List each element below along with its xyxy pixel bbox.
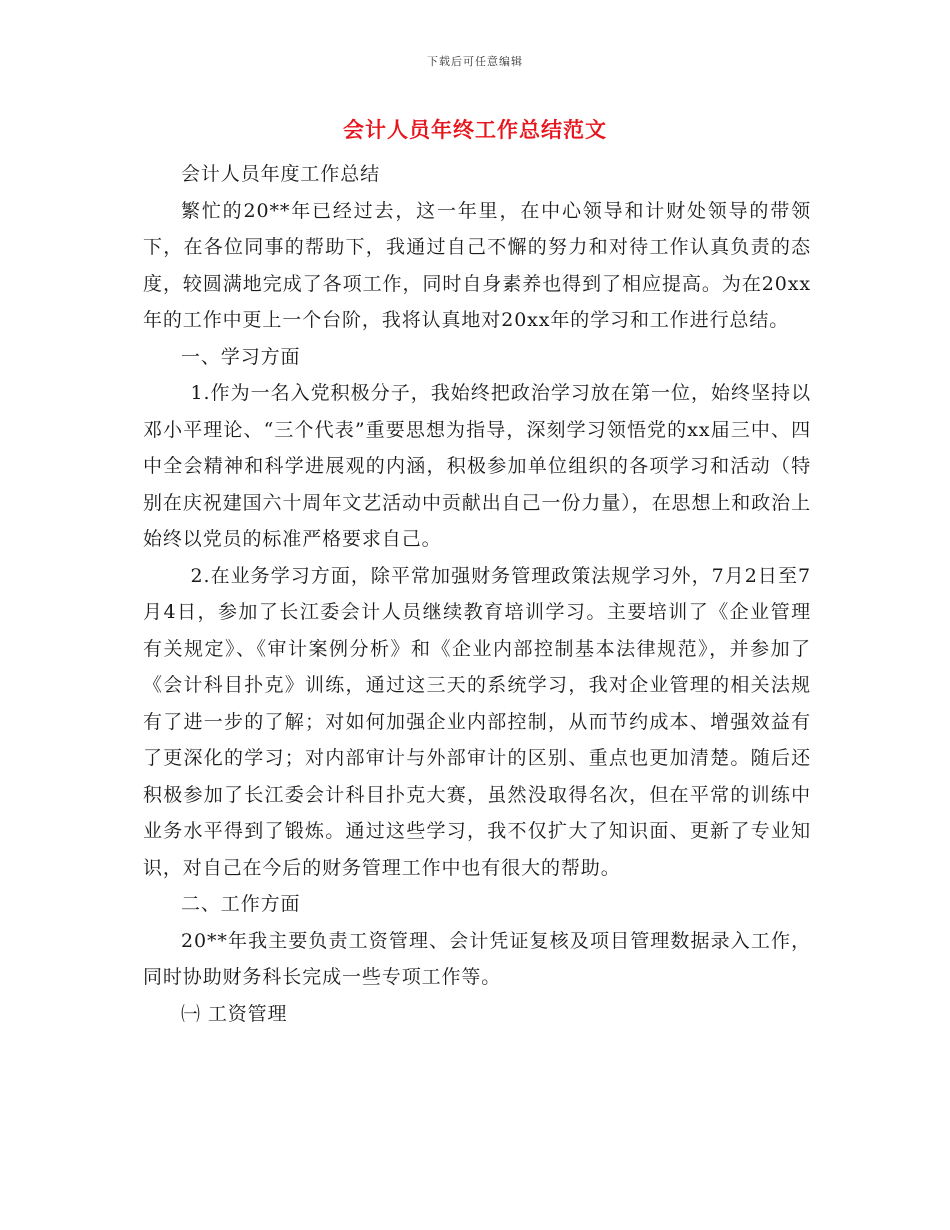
work-paragraph: 20**年我主要负责工资管理、会计凭证复核及项目管理数据录入工作，同时协助财务科长完成一些专项工作等。 [143,929,811,988]
intro-paragraph: 繁忙的20**年已经过去，这一年里，在中心领导和计财处领导的带领下，在各位同事的帮助下，我通过自己不懈的努力和对待工作认真负责的态度，较圆满地完成了各项工作，同时自身素养也得到了相应提高。为在20xx年的工作中更上一个台阶，我将认真地对20xx年的学习和工作进行总结。 [143,199,811,331]
section-heading-work: 二、工作方面 [181,893,301,915]
header-note: 下载后可任意编辑 [427,55,523,68]
study-item-1: 1.作为一名入党积极分子，我始终把政治学习放在第一位，始终坚持以邓小平理论、“三个代表”重要思想为指导，深刻学习领悟党的xx届三中、四中全会精神和科学进展观的内涵，积极参加单位组织的各项学习和活动（特别在庆祝建国六十周年文艺活动中贡献出自己一份力量），在思想上和政治上始终以党员的标准严格要求自己。 [143,382,811,550]
subtitle-paragraph: 会计人员年度工作总结 [181,163,381,185]
document-title: 会计人员年终工作总结范文 [343,117,607,142]
document-body [143,156,811,1032]
section-heading-study: 一、学习方面 [181,345,301,368]
subsection-heading-salary: ㈠ 工资管理 [181,1002,288,1025]
study-item-2: 2.在业务学习方面，除平常加强财务管理政策法规学习外，7月2日至7月4日，参加了长江委会计人员继续教育培训学习。主要培训了《企业管理有关规定》、《审计案例分析》和《企业内部控制基本法律规范》，并参加了《会计科目扑克》训练，通过这三天的系统学习，我对企业管理的相关法规有了进一步的了解；对如何加强企业内部控制，从而节约成本、增强效益有了更深化的学习；对内部审计与外部审计的区别、重点也更加清楚。随后还积极参加了长江委会计科目扑克大赛，虽然没取得名次，但在平常的训练中业务水平得到了锻炼。通过这些学习，我不仅扩大了知识面、更新了专业知识，对自己在今后的财务管理工作中也有很大的帮助。 [143,564,811,879]
